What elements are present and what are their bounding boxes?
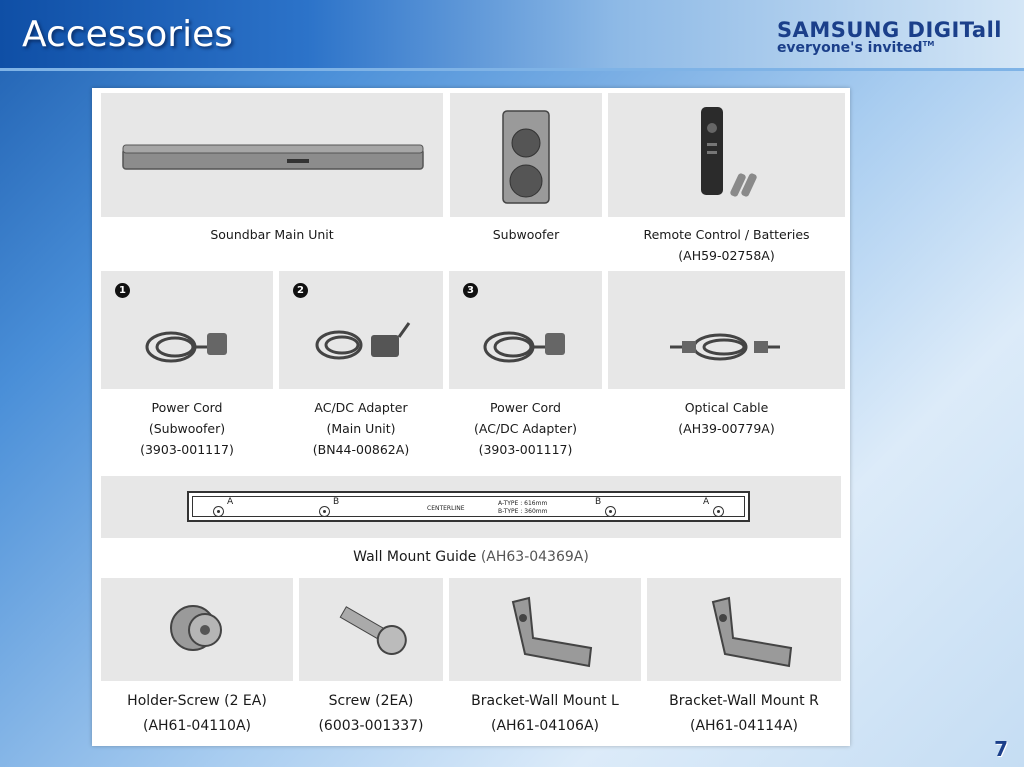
screw-image xyxy=(299,578,443,681)
caption-ac-adapter: AC/DC Adapter (Main Unit) (BN44-00862A) xyxy=(312,400,410,457)
item-box-power-cord-subwoofer xyxy=(101,271,273,389)
mount-hole-mark xyxy=(605,506,616,517)
page-number: 7 xyxy=(994,737,1008,761)
brand-name: SAMSUNG DIGITall xyxy=(776,18,1002,42)
caption-bracket-r: Bracket-Wall Mount R (AH61-04114A) xyxy=(669,693,819,734)
caption-soundbar: Soundbar Main Unit xyxy=(210,227,334,242)
slide-title: Accessories xyxy=(22,14,233,55)
number-badge: 2 xyxy=(293,283,308,298)
item-box-screw xyxy=(299,578,443,681)
caption-holder-screw: Holder-Screw (2 EA) (AH61-04110A) xyxy=(127,693,267,734)
item-box-bracket-r xyxy=(647,578,841,681)
header-divider xyxy=(0,68,1024,71)
bracket-r-image xyxy=(647,578,841,681)
item-box-remote xyxy=(608,93,845,217)
soundbar-image xyxy=(101,93,443,217)
item-box-bracket-l xyxy=(449,578,641,681)
power-cord-image xyxy=(101,271,273,389)
power-cord-image xyxy=(449,271,602,389)
mark-label-a: A xyxy=(703,497,710,507)
type-b-text: B-TYPE : 360mm xyxy=(498,508,548,515)
mount-hole-mark xyxy=(319,506,330,517)
mark-label-a: A xyxy=(227,497,234,507)
centerline-text: CENTERLINE xyxy=(427,505,465,512)
optical-cable-image xyxy=(608,271,845,389)
item-box-ac-adapter xyxy=(279,271,443,389)
ac-adapter-image xyxy=(279,271,443,389)
mark-label-b: B xyxy=(595,497,602,507)
remote-control-image xyxy=(608,93,845,217)
item-box-power-cord-adapter xyxy=(449,271,602,389)
caption-wall-mount-guide: Wall Mount Guide (AH63-04369A) xyxy=(353,549,589,565)
wall-mount-guide-image xyxy=(187,491,750,522)
bracket-l-image xyxy=(449,578,641,681)
item-box-holder-screw xyxy=(101,578,293,681)
holder-screw-image xyxy=(101,578,293,681)
caption-remote: Remote Control / Batteries (AH59-02758A) xyxy=(643,227,810,263)
item-box-soundbar xyxy=(101,93,443,217)
caption-subwoofer: Subwoofer xyxy=(492,227,560,242)
caption-optical-cable: Optical Cable (AH39-00779A) xyxy=(678,400,775,436)
mount-hole-mark xyxy=(713,506,724,517)
brand-slogan: everyone's invited™ xyxy=(776,40,935,56)
caption-power-cord-subwoofer: Power Cord (Subwoofer) (3903-001117) xyxy=(140,400,234,457)
type-a-text: A-TYPE : 616mm xyxy=(498,500,548,507)
caption-screw: Screw (2EA) (6003-001337) xyxy=(318,693,424,734)
mount-hole-mark xyxy=(213,506,224,517)
brand-logo xyxy=(777,18,1002,56)
mark-label-b: B xyxy=(333,497,340,507)
item-box-optical-cable xyxy=(608,271,845,389)
subwoofer-image xyxy=(450,93,602,217)
number-badge: 3 xyxy=(463,283,478,298)
accessories-panel xyxy=(92,88,850,746)
number-badge: 1 xyxy=(115,283,130,298)
item-box-subwoofer xyxy=(450,93,602,217)
caption-power-cord-adapter: Power Cord (AC/DC Adapter) (3903-001117) xyxy=(474,400,577,457)
caption-bracket-l: Bracket-Wall Mount L (AH61-04106A) xyxy=(471,693,619,734)
